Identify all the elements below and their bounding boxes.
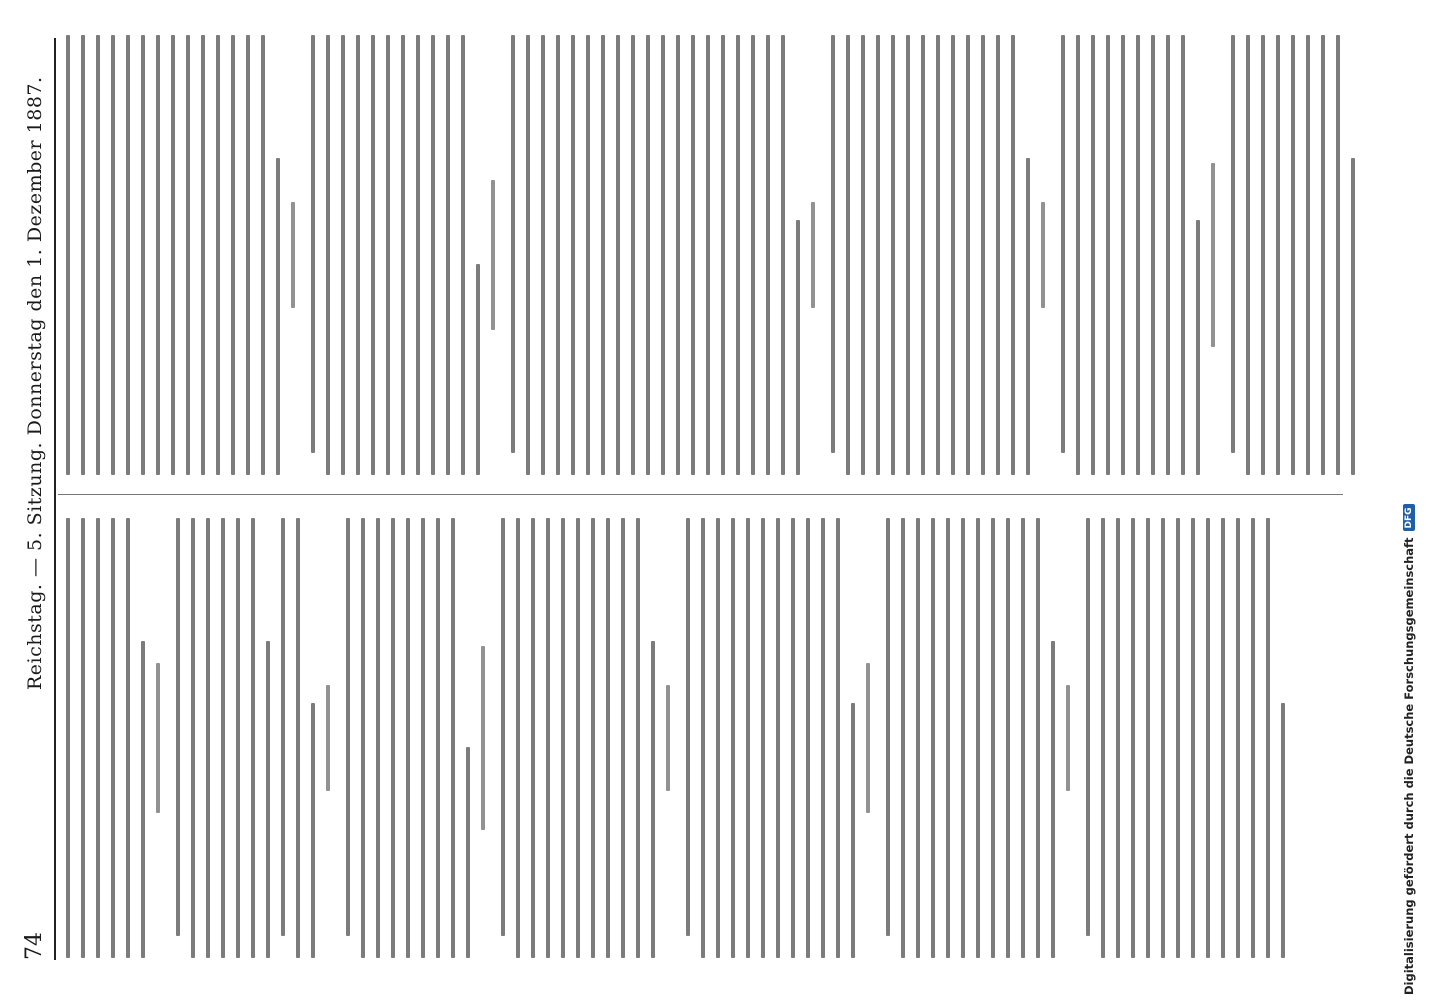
text-line <box>1151 35 1155 475</box>
text-line <box>946 518 950 958</box>
text-line <box>606 518 610 958</box>
stage-direction <box>1211 163 1215 348</box>
stage-direction <box>866 663 870 813</box>
text-line <box>511 35 515 453</box>
text-line <box>631 35 635 475</box>
text-line <box>1231 35 1235 453</box>
text-line <box>616 35 620 475</box>
text-line <box>191 518 195 958</box>
text-line <box>446 35 450 475</box>
text-line <box>391 518 395 958</box>
text-line <box>126 35 130 475</box>
text-line <box>546 518 550 958</box>
left-column <box>66 518 1296 958</box>
paragraph <box>886 518 1055 958</box>
text-line <box>96 35 100 475</box>
text-line <box>751 35 755 475</box>
text-line <box>966 35 970 475</box>
text-line <box>186 35 190 475</box>
text-line <box>246 35 250 475</box>
text-line <box>141 35 145 475</box>
text-line <box>516 518 520 958</box>
paragraph <box>281 518 315 958</box>
running-head: Reichstag. — 5. Sitzung. Donnerstag den 1. Dezember 1887. <box>24 76 46 690</box>
text-line <box>571 35 575 475</box>
text-line <box>261 35 265 475</box>
paragraph <box>501 518 655 958</box>
text-line <box>1336 35 1340 475</box>
text-line <box>541 35 545 475</box>
text-line <box>466 747 470 958</box>
text-line <box>991 518 995 958</box>
text-line <box>1101 518 1105 958</box>
text-line <box>961 518 965 958</box>
text-line <box>796 220 800 475</box>
text-line <box>326 35 330 475</box>
text-line <box>721 35 725 475</box>
paragraph <box>831 35 1030 475</box>
text-line <box>676 35 680 475</box>
text-line <box>931 518 935 958</box>
text-line <box>1251 518 1255 958</box>
text-line <box>1291 35 1295 475</box>
paragraph <box>686 518 855 958</box>
text-line <box>346 518 350 936</box>
text-line <box>601 35 605 475</box>
text-line <box>1131 518 1135 958</box>
text-line <box>461 35 465 475</box>
text-line <box>1036 518 1040 958</box>
text-line <box>791 518 795 958</box>
text-line <box>376 518 380 958</box>
stage-direction <box>481 646 485 831</box>
text-line <box>976 518 980 958</box>
paragraph <box>66 35 280 475</box>
text-line <box>276 158 280 475</box>
text-line <box>421 518 425 958</box>
text-line <box>891 35 895 475</box>
text-line <box>1076 35 1080 475</box>
text-line <box>936 35 940 475</box>
text-line <box>901 518 905 958</box>
text-line <box>111 35 115 475</box>
text-line <box>861 35 865 475</box>
paragraph <box>511 35 800 475</box>
text-line <box>66 35 70 475</box>
stage-direction <box>1066 685 1070 791</box>
text-line <box>831 35 835 453</box>
text-line <box>1281 703 1285 958</box>
text-line <box>1146 518 1150 958</box>
text-line <box>141 641 145 958</box>
text-line <box>176 518 180 936</box>
text-line <box>1136 35 1140 475</box>
text-line <box>81 518 85 958</box>
text-line <box>661 35 665 475</box>
text-line <box>476 264 480 475</box>
text-line <box>66 518 70 958</box>
text-line <box>1011 35 1015 475</box>
text-line <box>266 641 270 958</box>
text-line <box>651 641 655 958</box>
text-line <box>281 518 285 936</box>
text-line <box>646 35 650 475</box>
column-divider <box>58 494 1343 495</box>
text-line <box>916 518 920 958</box>
text-line <box>1181 35 1185 475</box>
text-line <box>406 518 410 958</box>
digitization-credit <box>1402 15 1416 995</box>
text-line <box>1061 35 1065 453</box>
text-line <box>206 518 210 958</box>
text-line <box>251 518 255 958</box>
text-line <box>371 35 375 475</box>
text-line <box>586 35 590 475</box>
text-line <box>886 518 890 936</box>
text-line <box>501 518 505 936</box>
text-line <box>1006 518 1010 958</box>
text-line <box>341 35 345 475</box>
page-number: 74 <box>22 932 47 960</box>
text-line <box>1176 518 1180 958</box>
text-line <box>1321 35 1325 475</box>
text-line <box>981 35 985 475</box>
text-line <box>621 518 625 958</box>
text-line <box>126 518 130 958</box>
text-line <box>416 35 420 475</box>
text-line <box>1306 35 1310 475</box>
text-line <box>1191 518 1195 958</box>
text-line <box>401 35 405 475</box>
text-line <box>691 35 695 475</box>
text-line <box>311 35 315 453</box>
text-line <box>851 703 855 958</box>
text-line <box>821 518 825 958</box>
text-line <box>436 518 440 958</box>
text-line <box>81 35 85 475</box>
text-line <box>1276 35 1280 475</box>
paragraph <box>1231 35 1355 475</box>
text-line <box>686 518 690 936</box>
text-line <box>951 35 955 475</box>
text-line <box>171 35 175 475</box>
text-line <box>356 35 360 475</box>
text-line <box>1351 158 1355 475</box>
paragraph <box>1061 35 1200 475</box>
text-line <box>96 518 100 958</box>
text-line <box>706 35 710 475</box>
text-line <box>716 518 720 958</box>
stage-direction <box>491 180 495 330</box>
text-line <box>561 518 565 958</box>
page-header <box>20 38 56 960</box>
stage-direction <box>1041 202 1045 308</box>
text-line <box>1206 518 1210 958</box>
text-line <box>236 518 240 958</box>
credit-text: Digitalisierung gefördert durch die Deutsche Forschungsgemeinschaft <box>1402 537 1416 995</box>
text-line <box>1121 35 1125 475</box>
text-line <box>311 703 315 958</box>
text-line <box>591 518 595 958</box>
text-line <box>156 35 160 475</box>
text-line <box>1236 518 1240 958</box>
text-line <box>231 35 235 475</box>
text-line <box>1051 641 1055 958</box>
paragraph <box>66 518 145 958</box>
text-line <box>636 518 640 958</box>
stage-direction <box>666 685 670 791</box>
paragraph <box>176 518 270 958</box>
text-line <box>766 35 770 475</box>
right-column <box>66 35 1366 475</box>
text-line <box>556 35 560 475</box>
text-line <box>1166 35 1170 475</box>
text-line <box>746 518 750 958</box>
text-line <box>576 518 580 958</box>
paragraph <box>1086 518 1285 958</box>
text-line <box>761 518 765 958</box>
text-line <box>906 35 910 475</box>
stage-direction <box>326 685 330 791</box>
text-line <box>296 518 300 958</box>
text-line <box>781 35 785 475</box>
stage-direction <box>291 202 295 308</box>
text-line <box>876 35 880 475</box>
text-line <box>1196 220 1200 475</box>
text-line <box>1021 518 1025 958</box>
text-line <box>1026 158 1030 475</box>
text-line <box>1091 35 1095 475</box>
text-line <box>361 518 365 958</box>
text-line <box>386 35 390 475</box>
text-line <box>701 518 705 958</box>
text-line <box>1161 518 1165 958</box>
text-line <box>806 518 810 958</box>
text-line <box>846 35 850 475</box>
text-line <box>1246 35 1250 475</box>
text-line <box>1106 35 1110 475</box>
text-line <box>531 518 535 958</box>
text-line <box>1086 518 1090 936</box>
text-line <box>201 35 205 475</box>
text-line <box>1221 518 1225 958</box>
stage-direction <box>156 663 160 813</box>
text-line <box>221 518 225 958</box>
text-line <box>996 35 1000 475</box>
text-line <box>1266 518 1270 958</box>
text-line <box>111 518 115 958</box>
dfg-logo: DFG <box>1403 504 1415 531</box>
text-line <box>216 35 220 475</box>
text-line <box>431 35 435 475</box>
paragraph <box>311 35 480 475</box>
paragraph <box>346 518 470 958</box>
text-line <box>921 35 925 475</box>
text-line <box>731 518 735 958</box>
text-line <box>451 518 455 958</box>
text-line <box>1261 35 1265 475</box>
text-line <box>1116 518 1120 958</box>
stage-direction <box>811 202 815 308</box>
text-line <box>526 35 530 475</box>
text-line <box>776 518 780 958</box>
text-line <box>836 518 840 958</box>
text-line <box>736 35 740 475</box>
